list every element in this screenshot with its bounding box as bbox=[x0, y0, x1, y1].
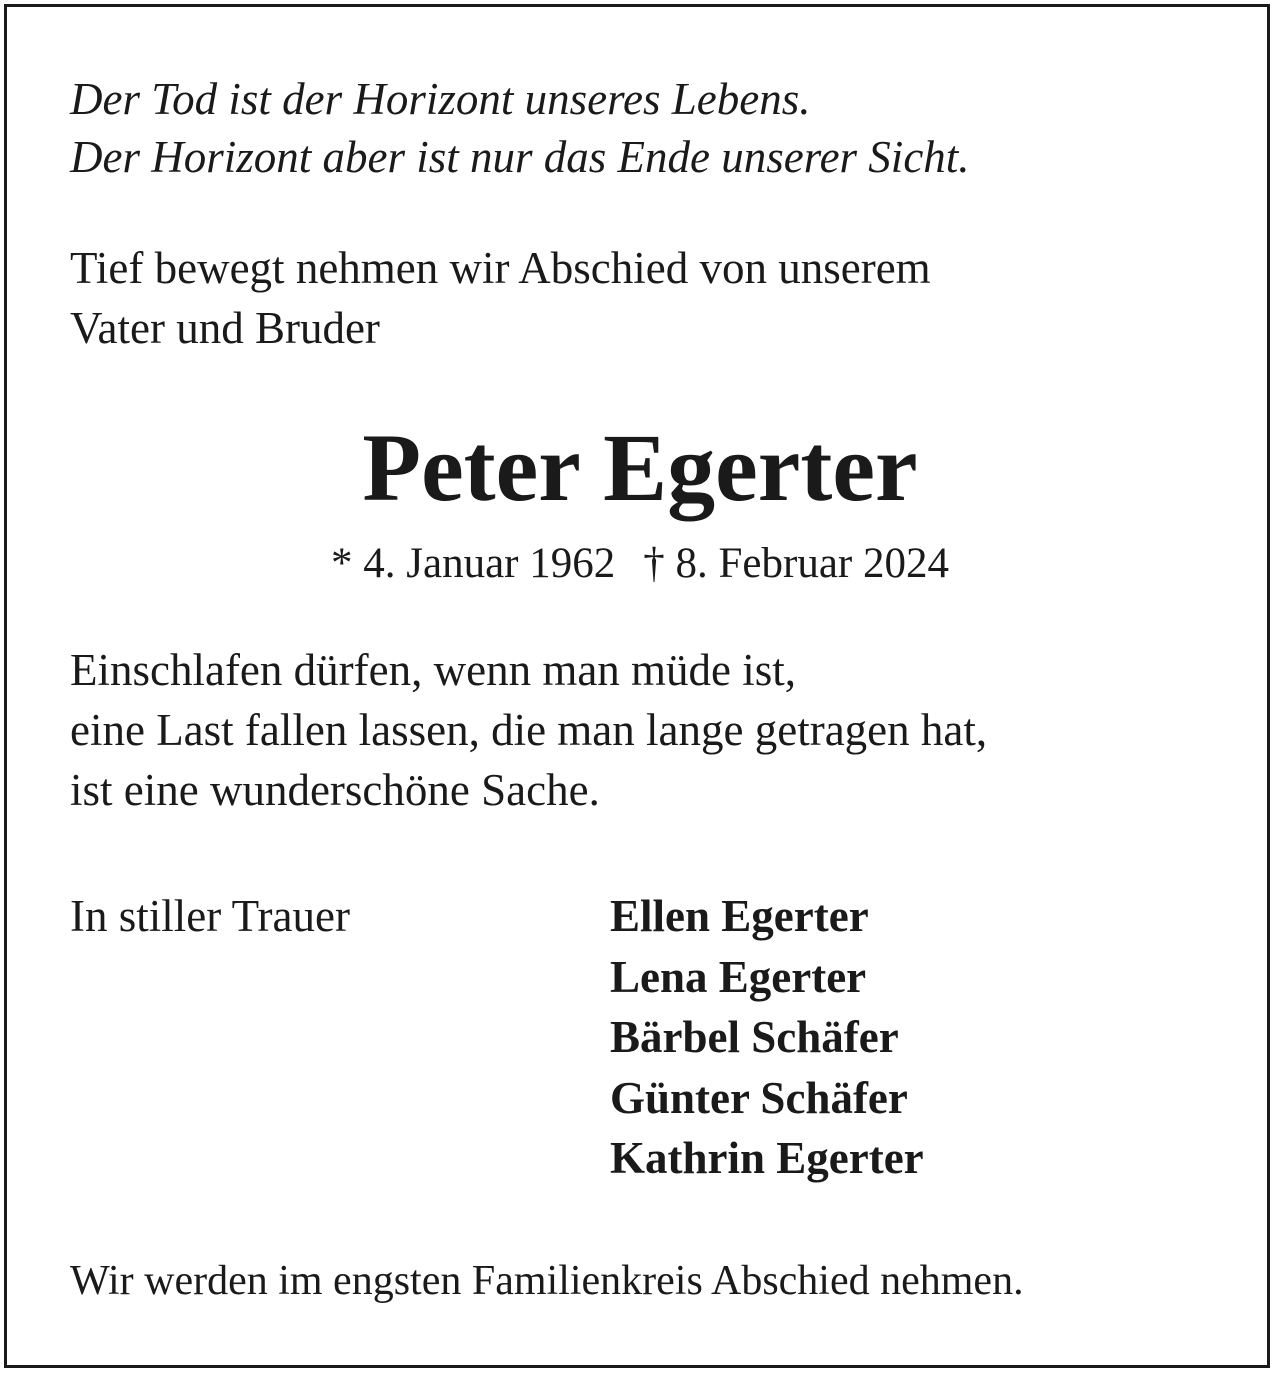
life-dates bbox=[0, 536, 1280, 592]
mourner-name: Bärbel Schäfer bbox=[610, 1012, 899, 1062]
death-date: † 8. Februar 2024 bbox=[643, 540, 949, 587]
footer-note: Wir werden im engsten Familienkreis Abschied nehmen. bbox=[70, 1258, 1024, 1304]
verse-line: eine Last fallen lassen, die man lange getragen hat, bbox=[70, 705, 988, 755]
mourners-list bbox=[610, 886, 924, 1189]
verse-line: Einschlafen dürfen, wenn man müde ist, bbox=[70, 645, 797, 695]
mourner-name: Günter Schäfer bbox=[610, 1072, 908, 1123]
intro-line: Tief bewegt nehmen wir Abschied von unserem bbox=[70, 243, 931, 293]
verse-text bbox=[70, 640, 987, 820]
mourner-name: Ellen Egerter bbox=[610, 891, 869, 941]
mourner-name: Lena Egerter bbox=[610, 951, 867, 1002]
quote-line: Der Tod ist der Horizont unseres Lebens. bbox=[70, 74, 811, 124]
mourner-name: Kathrin Egerter bbox=[610, 1133, 924, 1183]
intro-text bbox=[70, 238, 931, 358]
intro-line: Vater und Bruder bbox=[70, 303, 380, 353]
deceased-name: Peter Egerter bbox=[362, 414, 918, 521]
quote-line: Der Horizont aber ist nur das Ende unserer Sicht. bbox=[70, 132, 970, 182]
verse-line: ist eine wunderschöne Sache. bbox=[70, 765, 600, 815]
mourning-label: In stiller Trauer bbox=[70, 891, 350, 941]
birth-date: * 4. Januar 1962 bbox=[331, 540, 616, 587]
opening-quote bbox=[70, 70, 970, 186]
